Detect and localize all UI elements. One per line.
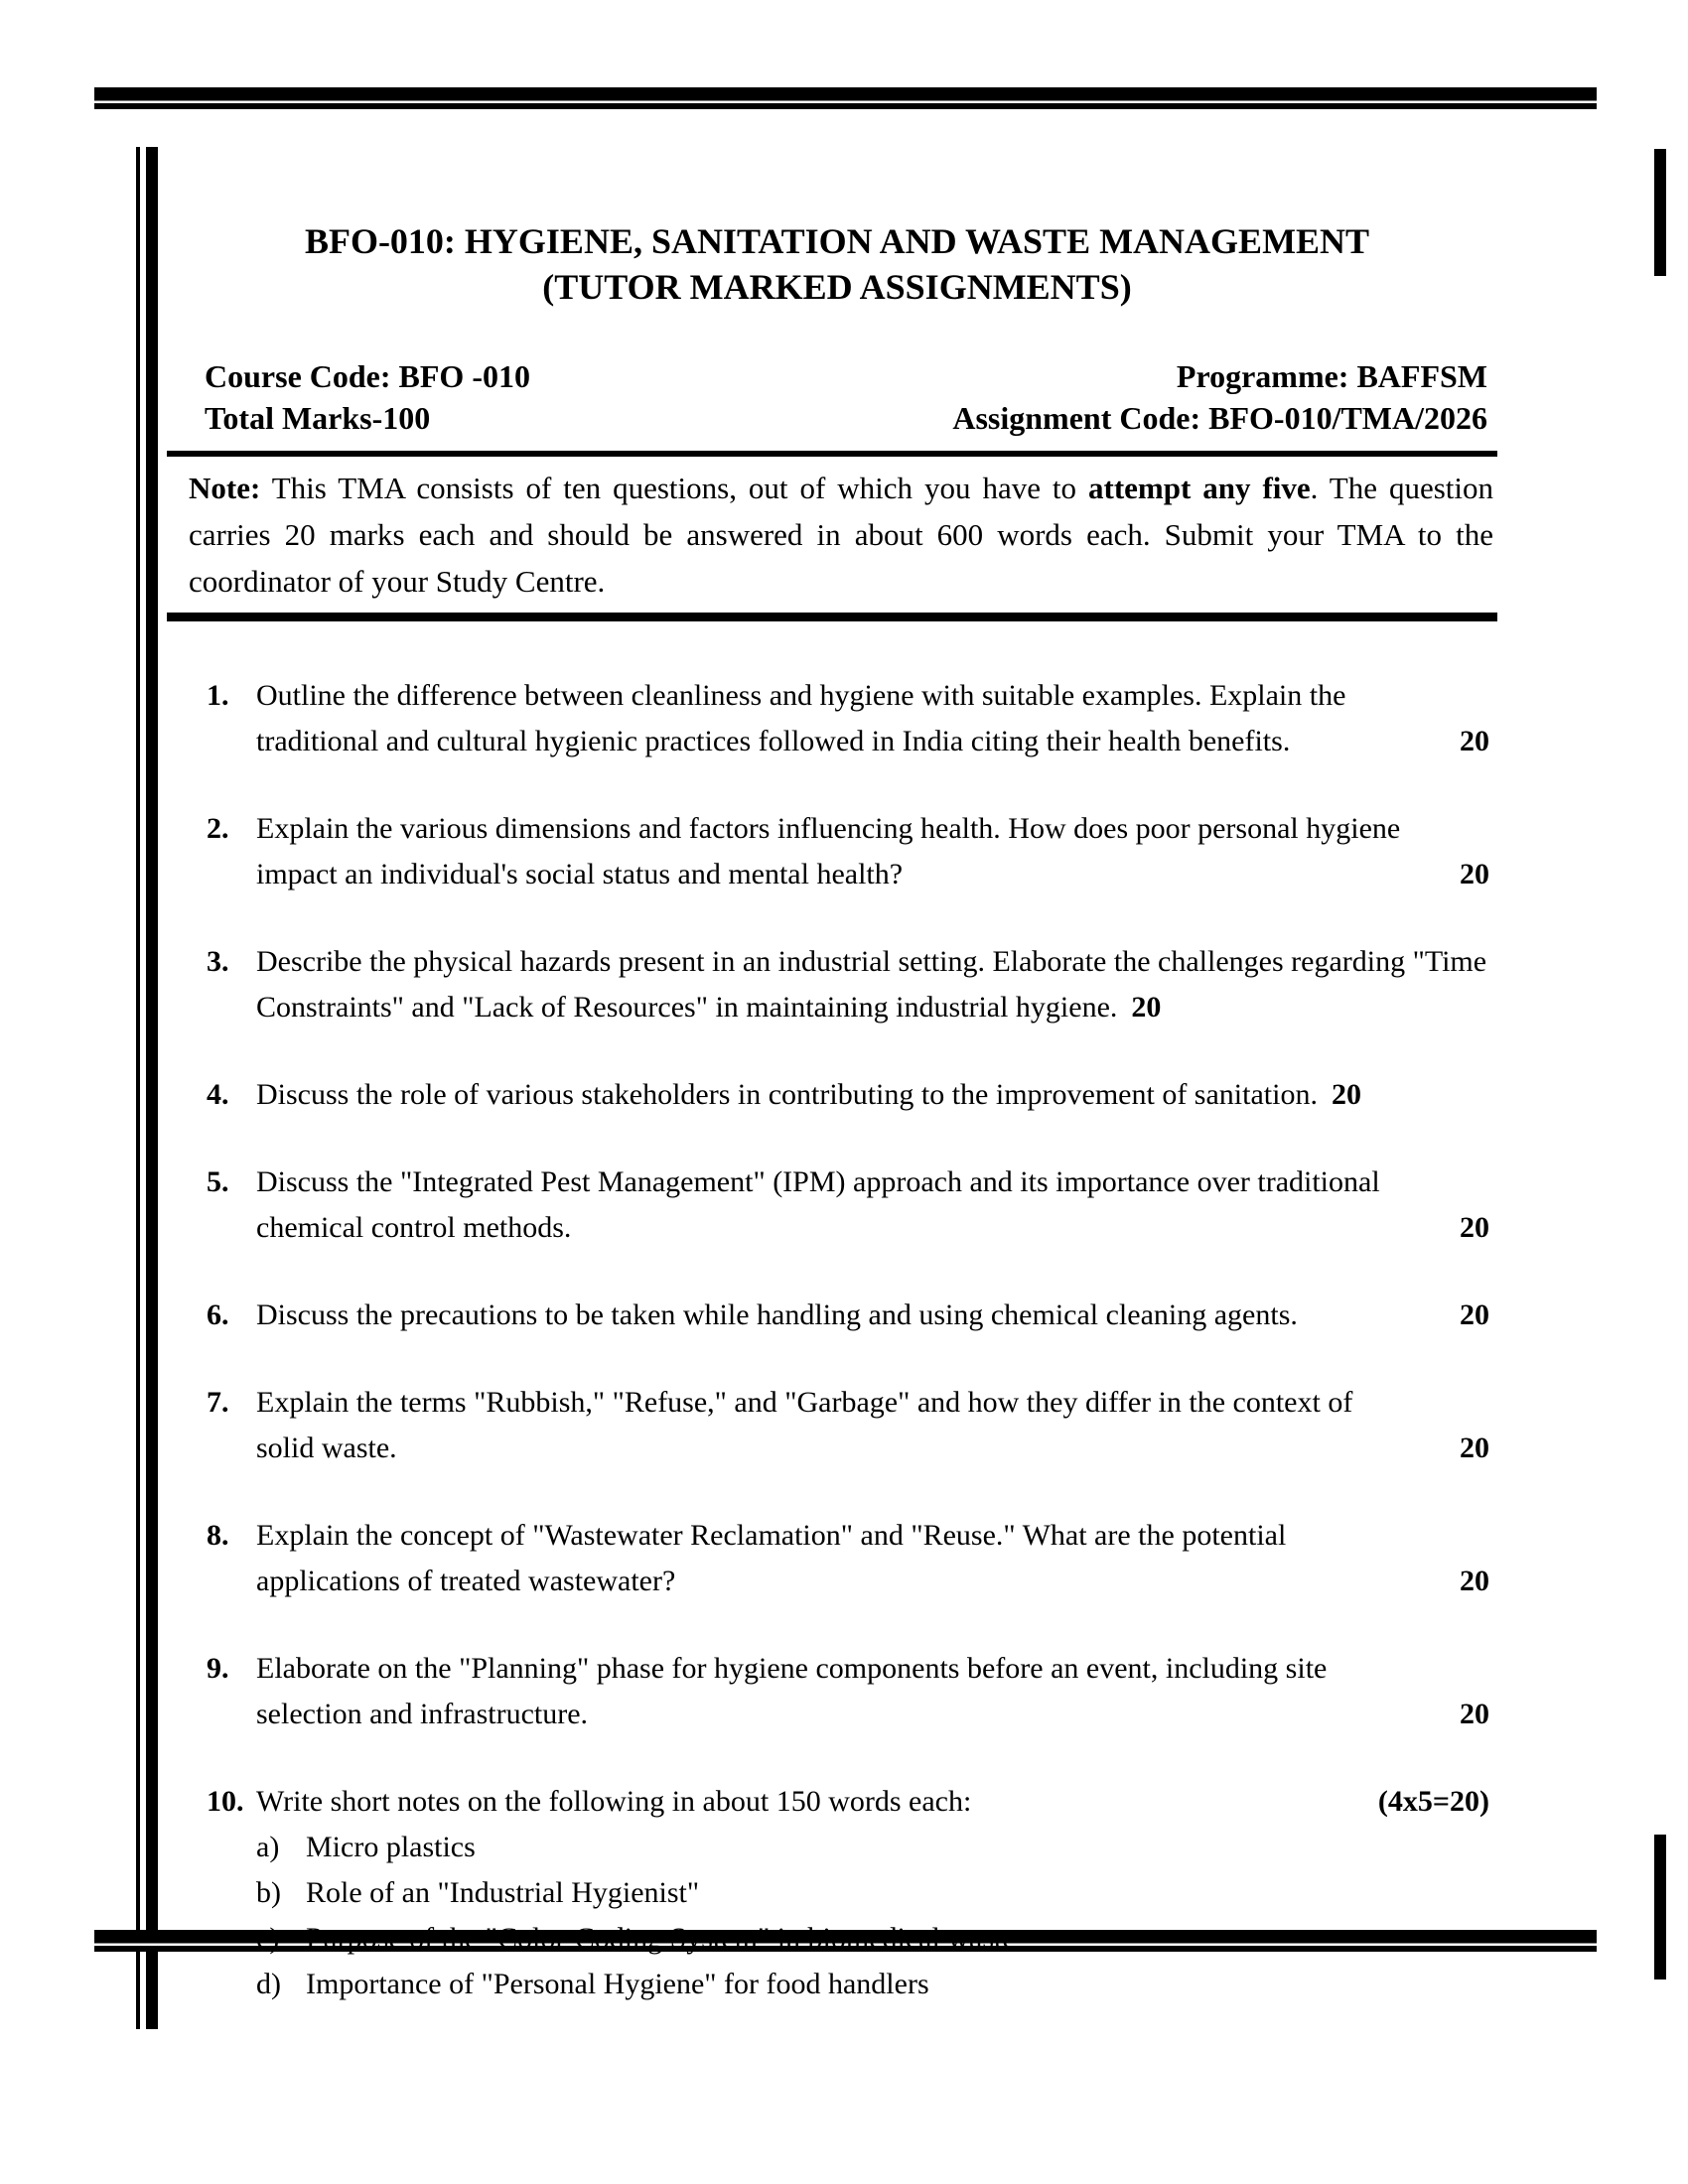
question-text: Explain the various dimensions and factors influencing health. How does poor personal hygiene impact an individual's social status and mental health? [256,812,1401,890]
note-paragraph [177,465,1497,605]
divider-rule-top [167,451,1497,457]
question-text: Explain the terms "Rubbish," "Refuse," and "Garbage" and how they differ in the context of solid waste. [256,1386,1353,1464]
left-border-thin-line [136,147,140,2029]
subitem-letter: d) [256,1968,281,2000]
question-number: 3. [207,945,229,978]
subitem-letter: b) [256,1876,281,1909]
question-number: 8. [207,1519,229,1552]
question-number: 6. [207,1298,229,1331]
question-10 [207,1779,1497,2007]
meta-row-1 [205,355,1487,397]
question-body [256,1513,1497,1604]
subitem-text: Importance of "Personal Hygiene" for food handlers [306,1968,929,2000]
question-body [256,1072,1497,1118]
course-code: Course Code: BFO -010 [205,358,530,394]
question-marks: 20 [1460,1698,1489,1730]
subitem-b [256,1870,1410,1916]
question-6 [207,1293,1497,1338]
question-marks: (4x5=20) [1377,1785,1489,1818]
right-border-top-segment [1654,149,1666,276]
title-line-2: (TUTOR MARKED ASSIGNMENTS) [542,267,1132,307]
subitem-text: Role of an "Industrial Hygienist" [306,1876,700,1909]
question-body [256,1646,1497,1737]
question-4 [207,1072,1497,1118]
question-body [256,1779,1497,2007]
programme: Programme: BAFFSM [1176,358,1487,394]
question-marks: 20 [1460,1211,1489,1244]
title-line-1: BFO-010: HYGIENE, SANITATION AND WASTE MANAGEMENT [304,221,1370,261]
question-2 [207,806,1497,897]
subitem-a [256,1825,1410,1870]
assignment-code: Assignment Code: BFO-010/TMA/2026 [952,400,1487,436]
question-list [177,673,1497,2007]
question-number: 1. [207,679,229,712]
subitem-letter: c) [256,1922,280,1955]
question-body [256,1160,1497,1251]
question-number: 7. [207,1386,229,1419]
question-8 [207,1513,1497,1604]
page-title [177,218,1497,310]
question-text: Discuss the precautions to be taken while handling and using chemical cleaning agents. [256,1298,1298,1331]
question-marks: 20 [1131,991,1162,1024]
subitem-c [256,1916,1410,1962]
subitem-text: Purpose of the "Color-Coding System" in biomedical waste [306,1922,1016,1955]
note-label: Note: [189,471,261,505]
total-marks: Total Marks-100 [205,400,431,436]
question-body [256,1293,1497,1338]
question-text: Describe the physical hazards present in an industrial setting. Elaborate the challenges regarding "Time Constraints" and "Lack of Resources" in maintaining industrial hygiene. [256,945,1487,1024]
question-body [256,1380,1497,1471]
question-3 [207,939,1497,1030]
divider-rule-bottom [167,613,1497,621]
subitem-text: Micro plastics [306,1831,476,1863]
note-text-after: . The question carries 20 marks each and should be answered in about 600 words each. Submit your TMA to the coordinator of your Study Centre. [189,471,1494,599]
question-number: 9. [207,1652,229,1685]
question-text: Elaborate on the "Planning" phase for hygiene components before an event, including site selection and infrastructure. [256,1652,1328,1730]
question-5 [207,1160,1497,1251]
question-text: Discuss the "Integrated Pest Management" (IPM) approach and its importance over traditional chemical control methods. [256,1165,1380,1244]
course-meta [177,355,1497,439]
right-border-bottom-segment [1654,1835,1666,1979]
question-body [256,806,1497,897]
question-1 [207,673,1497,764]
subitem-list [256,1825,1410,2007]
question-text: Explain the concept of "Wastewater Reclamation" and "Reuse." What are the potential applications of treated wastewater? [256,1519,1287,1597]
question-text: Discuss the role of various stakeholders in contributing to the improvement of sanitation. [256,1078,1318,1111]
question-number: 10. [207,1785,244,1818]
question-9 [207,1646,1497,1737]
subitem-d [256,1962,1410,2007]
question-number: 2. [207,812,229,845]
note-text-before: This TMA consists of ten questions, out of which you have to [260,471,1088,505]
question-number: 4. [207,1078,229,1111]
question-marks: 20 [1460,1298,1489,1331]
question-marks: 20 [1460,1432,1489,1464]
question-body [256,673,1497,764]
question-body [256,939,1497,1030]
left-border-thick-line [146,147,158,2029]
question-marks: 20 [1460,1565,1489,1597]
subitem-letter: a) [256,1831,280,1863]
question-number: 5. [207,1165,229,1198]
question-marks: 20 [1460,725,1489,757]
question-marks: 20 [1460,858,1489,890]
question-marks: 20 [1331,1078,1361,1111]
question-7 [207,1380,1497,1471]
question-text: Outline the difference between cleanliness and hygiene with suitable examples. Explain the traditional and cultural hygienic practices followed in India citing their health benefits. [256,679,1346,757]
note-bold-phrase: attempt any five [1088,471,1311,505]
question-text: Write short notes on the following in about 150 words each: [256,1785,972,1818]
meta-row-2 [205,397,1487,439]
document-content [177,0,1497,2049]
